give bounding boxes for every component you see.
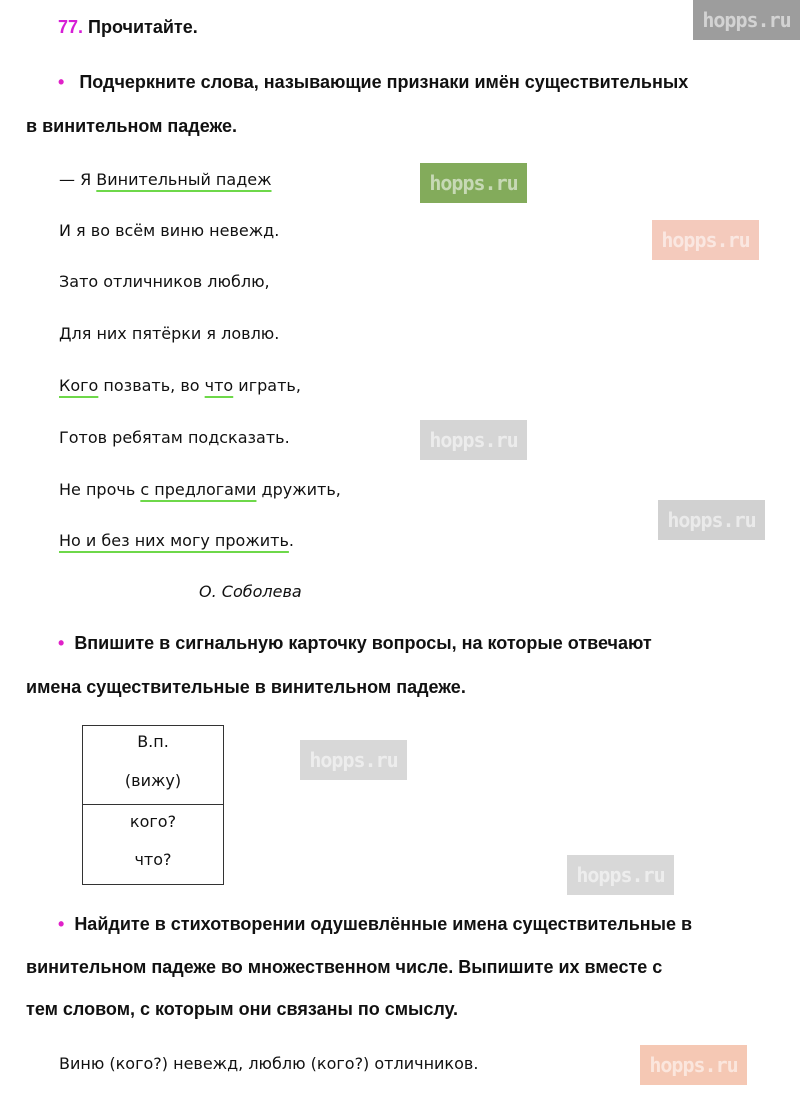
watermark: hopps.ru [652,220,759,260]
poem-line-3: Зато отличников люблю, [59,272,270,291]
task1-line1 [58,72,688,93]
watermark: hopps.ru [640,1045,747,1085]
bullet-icon: • [58,914,65,934]
poem-text: играть, [233,376,301,395]
underlined-word: с предлогами [140,480,257,499]
bullet-icon: • [58,633,65,653]
poem-line-8 [59,531,294,550]
poem-text: . [288,531,294,550]
task3-line1 [58,914,692,935]
poem-line-2: И я во всём виню невежд. [59,221,280,240]
poem-line-5 [59,376,301,395]
watermark: hopps.ru [567,855,674,895]
poem-text: дружить, [256,480,341,499]
answer-text: Виню (кого?) невежд, люблю (кого?) отличников. [59,1054,479,1073]
task2-line2: имена существительные в винительном падеже. [26,677,466,697]
task1-line2: в винительном падеже. [26,116,238,136]
poem-author: О. Соболева [199,582,302,601]
task2-line1 [58,633,652,654]
watermark: hopps.ru [420,420,527,460]
card-case: В.п. [137,732,169,751]
exercise-title: Прочитайте. [88,17,198,37]
underlined-word: что [204,376,234,395]
poem-line-1 [59,170,272,189]
underlined-word: Но и без них могу прожить [59,531,289,550]
poem-text: Не прочь [59,480,141,499]
card-verb: (вижу) [124,771,182,790]
card-question-2: что? [134,850,172,869]
task3-line3: тем словом, с которым они связаны по смыслу. [26,999,459,1019]
bullet-icon: • [58,72,65,92]
watermark: hopps.ru [693,0,800,40]
poem-line-6: Готов ребятам подсказать. [59,428,290,447]
task3-line2: винительном падеже во множественном числе. Выпишите их вместе с [26,957,663,977]
poem-line-4: Для них пятёрки я ловлю. [59,324,280,343]
underlined-word: Кого [59,376,99,395]
watermark: hopps.ru [300,740,407,780]
poem-text: позвать, во [98,376,205,395]
card-question-1: кого? [129,812,177,831]
exercise-heading [58,17,198,38]
signal-card [82,725,224,885]
underlined-word: Винительный падеж [96,170,272,189]
card-divider [83,804,223,805]
task3-text: Найдите в стихотворении одушевлённые имена существительные в [74,914,693,934]
exercise-number: 77. [58,17,84,37]
poem-line-7 [59,480,341,499]
task2-text: Впишите в сигнальную карточку вопросы, на которые отвечают [74,633,652,653]
task1-text: Подчеркните слова, называющие признаки имён существительных [79,72,689,92]
poem-text: — Я [59,170,97,189]
watermark: hopps.ru [658,500,765,540]
watermark: hopps.ru [420,163,527,203]
